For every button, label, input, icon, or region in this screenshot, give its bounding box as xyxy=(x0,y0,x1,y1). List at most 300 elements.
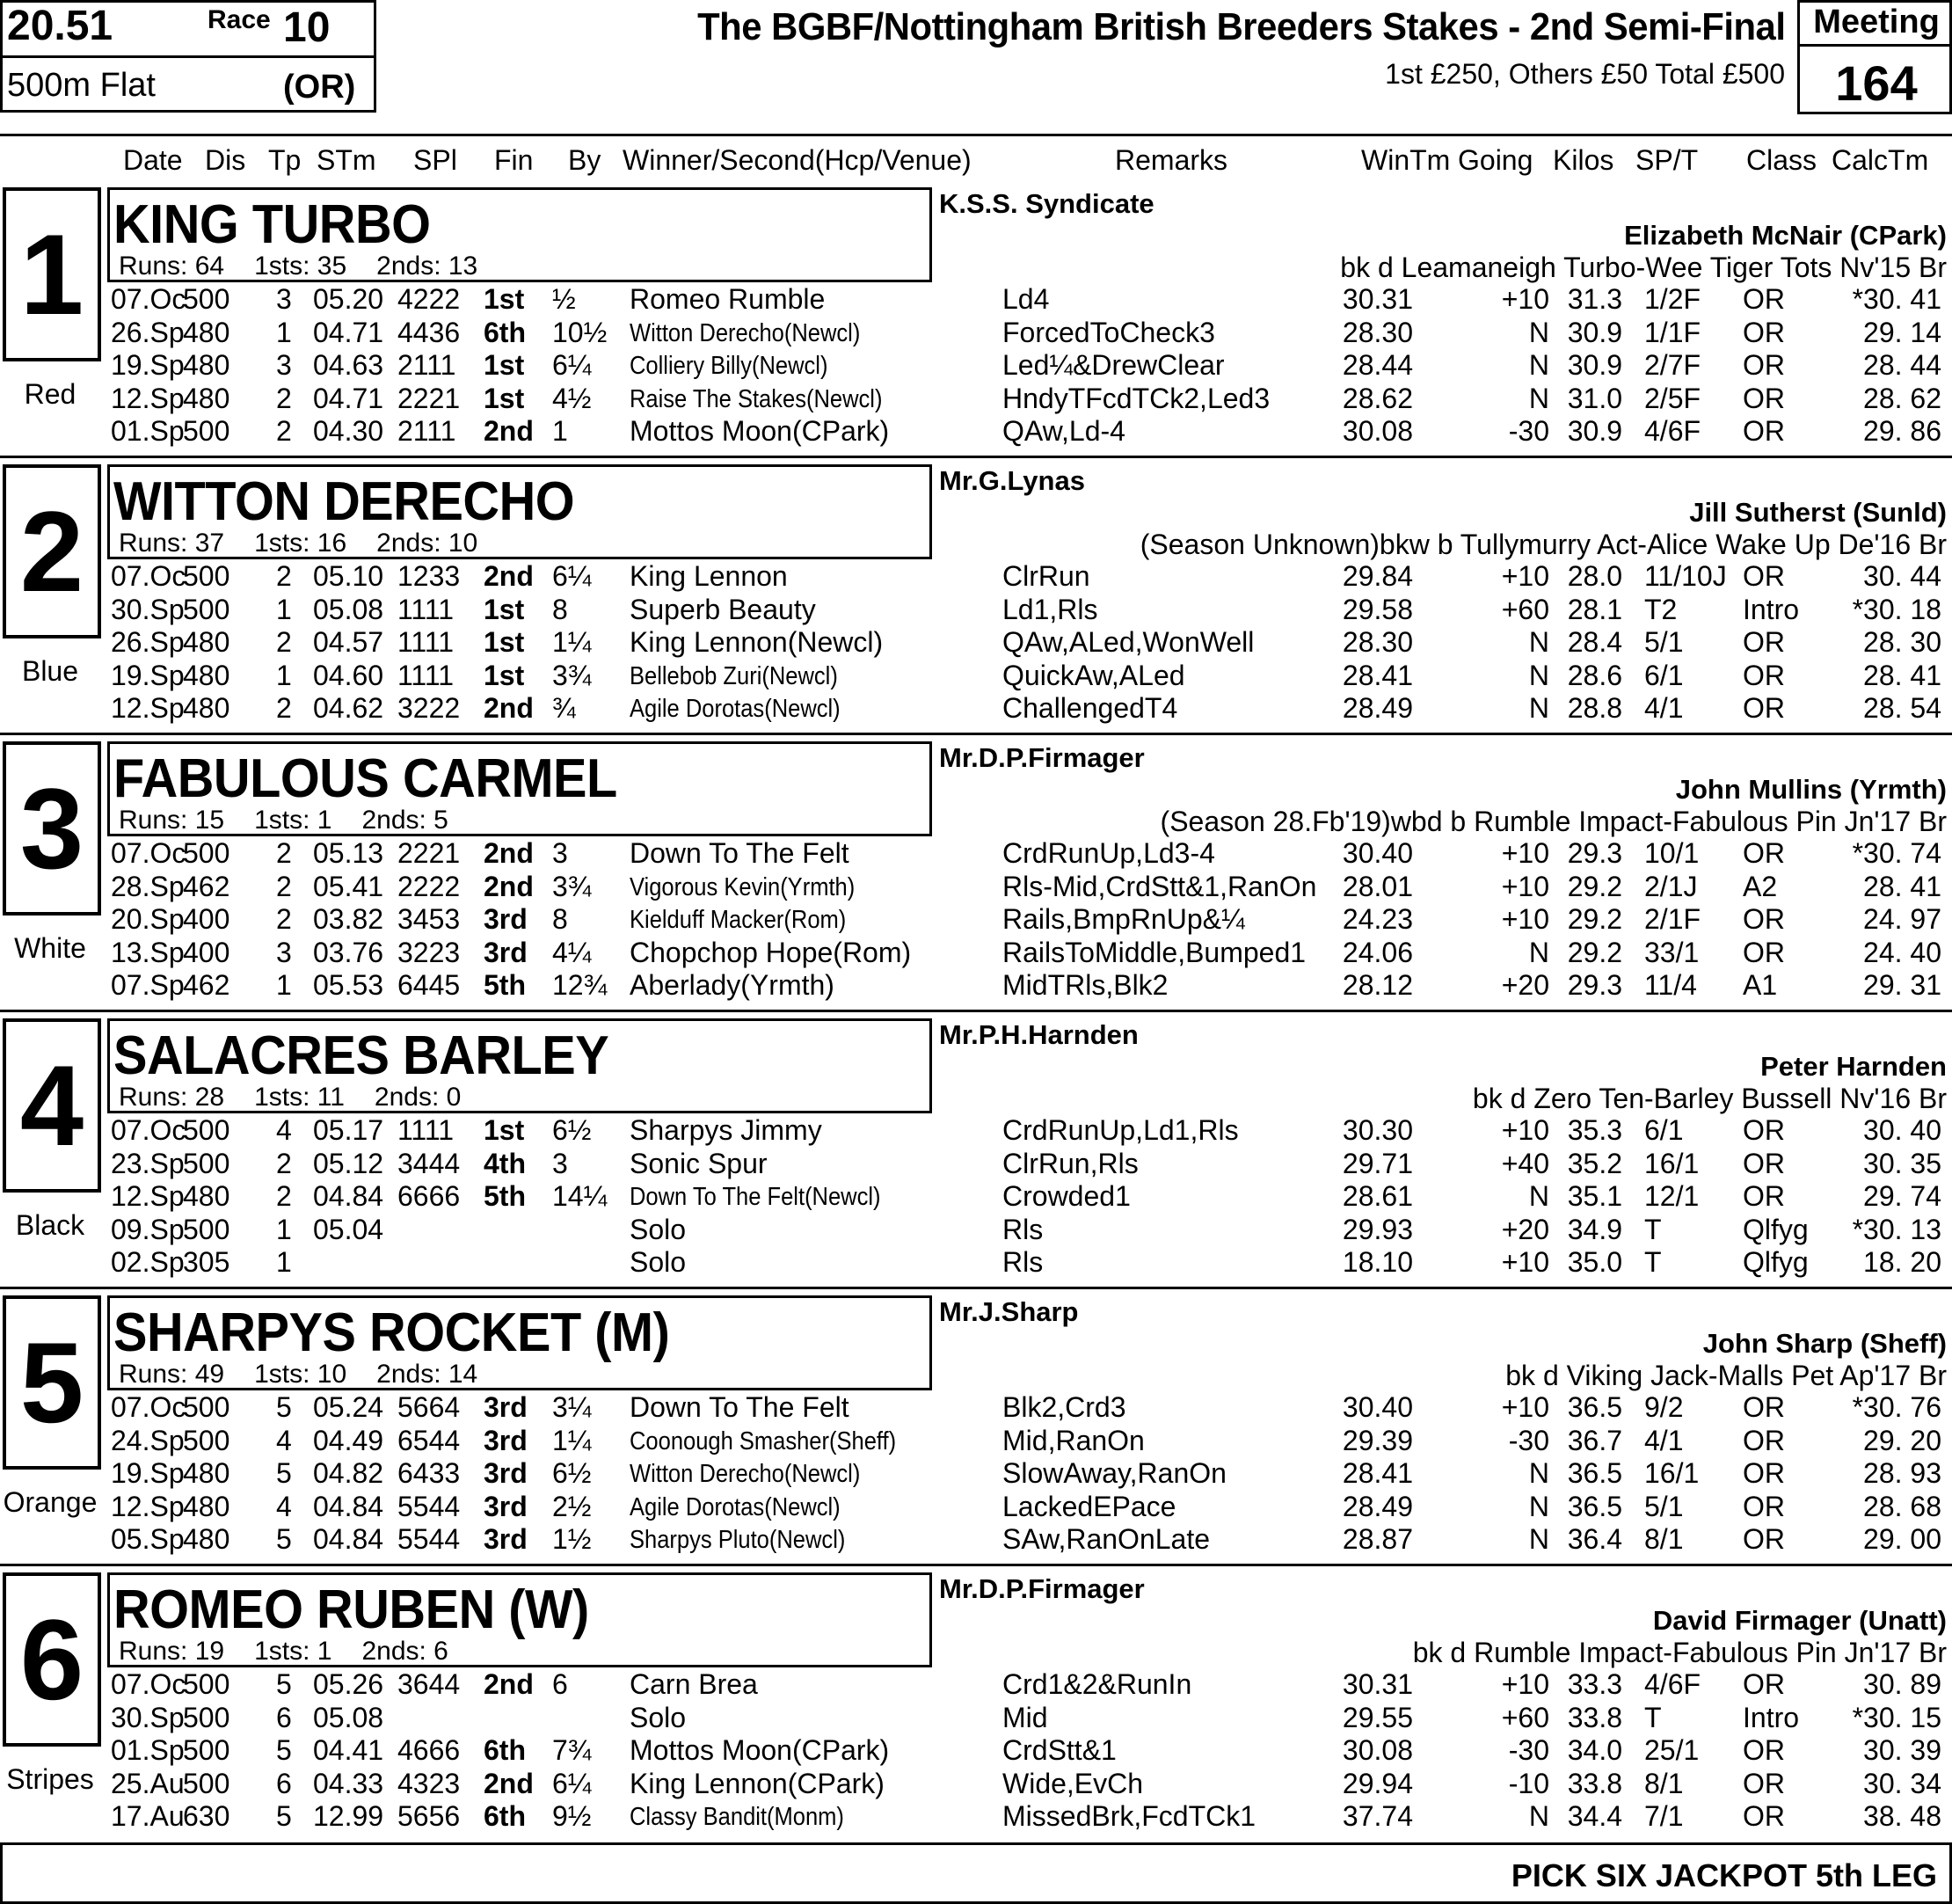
form-fin: 3rd xyxy=(484,1457,528,1490)
form-dis: 480 xyxy=(183,659,230,691)
form-calc: 24. 40 xyxy=(1863,936,1941,968)
form-going: +10 xyxy=(1501,283,1549,315)
form-spl: 2111 xyxy=(397,349,456,382)
form-kilos: 31.0 xyxy=(1567,382,1622,414)
form-class: Qlfyg xyxy=(1743,1213,1809,1245)
form-row xyxy=(0,1178,1952,1212)
form-remarks: Crowded1 xyxy=(1002,1180,1131,1213)
form-fin: 4th xyxy=(484,1147,526,1179)
trainer: John Sharp (Sheff) xyxy=(1702,1328,1947,1359)
form-stm: 05.26 xyxy=(313,1668,384,1700)
form-winner: Solo xyxy=(630,1213,687,1245)
form-calc: 29. 20 xyxy=(1863,1424,1941,1456)
breeding: bk d Zero Ten-Barley Bussell Nv'16 Br xyxy=(1472,1083,1947,1114)
form-row xyxy=(0,1667,1952,1700)
form-tp: 4 xyxy=(276,1424,292,1456)
form-sp: 1/2F xyxy=(1644,283,1701,315)
form-dis: 500 xyxy=(183,415,230,448)
form-going: -30 xyxy=(1508,1734,1549,1767)
runs-count: Runs: 37 xyxy=(119,529,225,558)
form-remarks: ForcedToCheck3 xyxy=(1002,316,1215,348)
runner-2 xyxy=(0,460,1952,737)
form-sp: 5/1 xyxy=(1644,1490,1684,1522)
form-date: 07.Oc xyxy=(111,283,186,315)
form-wintm: 30.31 xyxy=(1342,283,1413,315)
form-class: OR xyxy=(1743,626,1785,659)
form-remarks: Mid xyxy=(1002,1701,1048,1733)
form-by: 1¼ xyxy=(552,1424,592,1456)
form-date: 26.Sp xyxy=(111,626,185,659)
form-by: 12¾ xyxy=(552,969,608,1002)
form-stm: 04.49 xyxy=(313,1424,384,1456)
career-stats xyxy=(119,1360,507,1390)
form-sp: 8/1 xyxy=(1644,1767,1684,1799)
form-dis: 500 xyxy=(183,283,230,315)
form-class: OR xyxy=(1743,837,1785,869)
form-wintm: 29.94 xyxy=(1342,1767,1413,1799)
form-remarks: CrdRunUp,Ld1,Rls xyxy=(1002,1114,1239,1146)
form-dis: 400 xyxy=(183,903,230,936)
form-stm: 12.99 xyxy=(313,1800,384,1833)
form-winner: Bellebob Zuri(Newcl) xyxy=(630,661,838,690)
form-winner: Raise The Stakes(Newcl) xyxy=(630,384,883,413)
form-kilos: 36.5 xyxy=(1567,1391,1622,1423)
form-calc: 30. 44 xyxy=(1863,560,1941,592)
trainer: David Firmager (Unatt) xyxy=(1652,1605,1947,1636)
form-dis: 500 xyxy=(183,593,230,625)
owner: Mr.G.Lynas xyxy=(939,465,1085,496)
form-sp: 16/1 xyxy=(1644,1457,1700,1490)
form-date: 07.Oc xyxy=(111,1391,186,1423)
trainer: Elizabeth McNair (CPark) xyxy=(1624,220,1947,251)
form-tp: 3 xyxy=(276,349,292,382)
form-dis: 480 xyxy=(183,1490,230,1522)
form-stm: 04.62 xyxy=(313,692,384,725)
form-going: N xyxy=(1528,936,1549,968)
form-sp: 2/7F xyxy=(1644,349,1701,382)
form-calc: 28. 41 xyxy=(1863,659,1941,691)
form-kilos: 29.2 xyxy=(1567,903,1622,936)
form-winner: Aberlady(Yrmth) xyxy=(630,969,834,1002)
owner: Mr.D.P.Firmager xyxy=(939,742,1145,773)
form-tp: 1 xyxy=(276,1246,292,1279)
form-by: 1 xyxy=(552,415,568,448)
race-info-divider xyxy=(0,55,376,58)
form-going: +60 xyxy=(1501,593,1549,625)
form-kilos: 29.2 xyxy=(1567,870,1622,902)
form-dis: 480 xyxy=(183,349,230,382)
form-wintm: 29.55 xyxy=(1342,1701,1413,1733)
form-by: 6½ xyxy=(552,1457,592,1490)
form-dis: 480 xyxy=(183,1523,230,1556)
form-sp: T xyxy=(1644,1246,1662,1279)
form-row xyxy=(0,413,1952,447)
form-dis: 480 xyxy=(183,382,230,414)
form-sp: 5/1 xyxy=(1644,626,1684,659)
trap-number: 2 xyxy=(3,464,101,638)
form-date: 12.Sp xyxy=(111,692,185,725)
form-wintm: 28.87 xyxy=(1342,1523,1413,1556)
form-dis: 630 xyxy=(183,1800,230,1833)
form-spl: 3453 xyxy=(397,903,461,936)
form-dis: 500 xyxy=(183,1734,230,1767)
owner: Mr.J.Sharp xyxy=(939,1296,1079,1327)
seconds-count: 2nds: 5 xyxy=(361,806,448,835)
form-calc: *30. 13 xyxy=(1852,1213,1941,1245)
form-date: 09.Sp xyxy=(111,1213,185,1245)
form-kilos: 31.3 xyxy=(1567,283,1622,315)
form-date: 12.Sp xyxy=(111,1490,185,1522)
form-wintm: 24.23 xyxy=(1342,903,1413,936)
form-tp: 5 xyxy=(276,1391,292,1423)
form-going: +10 xyxy=(1501,560,1549,592)
form-remarks: ClrRun xyxy=(1002,560,1090,592)
col-by: By xyxy=(568,144,601,176)
form-going: -30 xyxy=(1508,415,1549,448)
dog-name: KING TURBO xyxy=(113,194,431,255)
runner-separator xyxy=(0,1287,1952,1289)
form-calc: 29. 00 xyxy=(1863,1523,1941,1556)
form-fin: 2nd xyxy=(484,870,534,902)
form-class: OR xyxy=(1743,415,1785,448)
form-fin: 2nd xyxy=(484,1668,534,1700)
form-dis: 500 xyxy=(183,1114,230,1146)
col-sp: SP/T xyxy=(1635,144,1699,176)
form-tp: 4 xyxy=(276,1114,292,1146)
trap-color: Orange xyxy=(3,1486,98,1518)
form-class: OR xyxy=(1743,316,1785,348)
runner-separator xyxy=(0,1010,1952,1012)
form-fin: 2nd xyxy=(484,560,534,592)
form-remarks: QAw,Ld-4 xyxy=(1002,415,1125,448)
form-tp: 5 xyxy=(276,1457,292,1490)
col-date: Date xyxy=(123,144,183,176)
form-spl: 5656 xyxy=(397,1800,461,1833)
col-class: Class xyxy=(1746,144,1817,176)
col-stm: STm xyxy=(317,144,376,176)
form-fin: 1st xyxy=(484,659,525,691)
trap-number: 4 xyxy=(3,1018,101,1193)
form-tp: 5 xyxy=(276,1668,292,1700)
form-fin: 3rd xyxy=(484,1490,528,1522)
form-calc: 28. 41 xyxy=(1863,870,1941,902)
form-winner: Witton Derecho(Newcl) xyxy=(630,318,861,347)
form-going: +10 xyxy=(1501,837,1549,869)
form-date: 02.Sp xyxy=(111,1246,185,1279)
form-kilos: 30.9 xyxy=(1567,316,1622,348)
wins-count: 1sts: 35 xyxy=(254,252,347,281)
form-class: OR xyxy=(1743,560,1785,592)
form-sp: 4/6F xyxy=(1644,415,1701,448)
form-wintm: 28.44 xyxy=(1342,349,1413,382)
col-wintm: WinTm xyxy=(1361,144,1451,176)
form-spl: 2111 xyxy=(397,415,456,448)
form-date: 01.Sp xyxy=(111,415,185,448)
form-row xyxy=(0,1733,1952,1766)
form-by: 8 xyxy=(552,593,568,625)
form-class: OR xyxy=(1743,1767,1785,1799)
form-row xyxy=(0,690,1952,724)
form-fin: 2nd xyxy=(484,837,534,869)
meeting-divider xyxy=(1797,44,1952,47)
form-remarks: Blk2,Crd3 xyxy=(1002,1391,1126,1423)
form-date: 26.Sp xyxy=(111,316,185,348)
form-fin: 1st xyxy=(484,283,525,315)
form-winner: Classy Bandit(Monm) xyxy=(630,1803,844,1832)
race-number: 10 xyxy=(283,4,331,51)
form-spl: 1233 xyxy=(397,560,461,592)
form-tp: 1 xyxy=(276,1213,292,1245)
trap-color: Blue xyxy=(21,655,79,687)
form-class: OR xyxy=(1743,1523,1785,1556)
form-fin: 3rd xyxy=(484,903,528,936)
form-class: OR xyxy=(1743,1668,1785,1700)
trap-number: 1 xyxy=(3,187,101,361)
trap-color: White xyxy=(14,932,86,964)
form-table xyxy=(0,1112,1952,1278)
form-winner: Solo xyxy=(630,1246,687,1279)
form-winner: Romeo Rumble xyxy=(630,283,826,315)
form-kilos: 28.1 xyxy=(1567,593,1622,625)
form-going: N xyxy=(1528,349,1549,382)
form-stm: 04.60 xyxy=(313,659,384,691)
form-going: +10 xyxy=(1501,1114,1549,1146)
form-calc: *30. 15 xyxy=(1852,1701,1941,1733)
seconds-count: 2nds: 6 xyxy=(361,1637,448,1666)
form-class: Intro xyxy=(1743,593,1800,625)
form-date: 07.Sp xyxy=(111,969,185,1002)
form-kilos: 34.9 xyxy=(1567,1213,1622,1245)
form-by: 4½ xyxy=(552,382,592,414)
runs-count: Runs: 49 xyxy=(119,1360,225,1389)
form-remarks: Wide,EvCh xyxy=(1002,1767,1144,1799)
form-winner: Carn Brea xyxy=(630,1668,758,1700)
form-calc: 24. 97 xyxy=(1863,903,1941,936)
form-tp: 1 xyxy=(276,659,292,691)
form-class: OR xyxy=(1743,1180,1785,1213)
form-remarks: LackedEPace xyxy=(1002,1490,1176,1522)
form-winner: Solo xyxy=(630,1701,687,1733)
form-class: OR xyxy=(1743,1734,1785,1767)
form-stm: 05.24 xyxy=(313,1391,384,1423)
form-winner: Down To The Felt(Newcl) xyxy=(630,1183,881,1212)
form-winner: Mottos Moon(CPark) xyxy=(630,415,890,448)
form-sp: 12/1 xyxy=(1644,1180,1700,1213)
form-calc: 28. 62 xyxy=(1863,382,1941,414)
form-spl: 3222 xyxy=(397,692,461,725)
form-winner: Sharpys Pluto(Newcl) xyxy=(630,1526,846,1555)
form-stm: 04.71 xyxy=(313,316,384,348)
runner-6 xyxy=(0,1568,1952,1845)
career-stats xyxy=(119,1637,478,1667)
form-spl: 5544 xyxy=(397,1490,461,1522)
form-class: OR xyxy=(1743,1391,1785,1423)
form-row xyxy=(0,901,1952,935)
runner-1 xyxy=(0,183,1952,460)
form-going: N xyxy=(1528,659,1549,691)
form-dis: 500 xyxy=(183,1147,230,1179)
form-sp: 4/6F xyxy=(1644,1668,1701,1700)
form-by: 1½ xyxy=(552,1523,592,1556)
form-tp: 2 xyxy=(276,837,292,869)
form-class: OR xyxy=(1743,1490,1785,1522)
form-row xyxy=(0,1798,1952,1832)
form-tp: 2 xyxy=(276,382,292,414)
form-stm: 04.33 xyxy=(313,1767,384,1799)
form-date: 12.Sp xyxy=(111,1180,185,1213)
seconds-count: 2nds: 0 xyxy=(374,1083,462,1112)
form-by: 3¾ xyxy=(552,659,592,691)
form-stm: 05.08 xyxy=(313,593,384,625)
form-winner: Down To The Felt xyxy=(630,837,849,869)
form-by: 3¼ xyxy=(552,1391,592,1423)
form-remarks: SAw,RanOnLate xyxy=(1002,1523,1211,1556)
trap-number: 6 xyxy=(3,1572,101,1747)
form-by: 6¼ xyxy=(552,560,592,592)
form-row xyxy=(0,1521,1952,1555)
form-remarks: SlowAway,RanOn xyxy=(1002,1457,1227,1490)
form-row xyxy=(0,624,1952,658)
owner: K.S.S. Syndicate xyxy=(939,188,1154,219)
form-date: 07.Oc xyxy=(111,1114,186,1146)
form-sp: 2/5F xyxy=(1644,382,1701,414)
trap-color: Red xyxy=(24,378,76,410)
form-stm: 05.41 xyxy=(313,870,384,902)
form-remarks: QuickAw,ALed xyxy=(1002,659,1185,691)
form-row xyxy=(0,1423,1952,1456)
form-date: 23.Sp xyxy=(111,1147,185,1179)
runs-count: Runs: 19 xyxy=(119,1637,225,1666)
race-grade: (OR) xyxy=(283,69,356,106)
form-going: N xyxy=(1528,1800,1549,1833)
form-wintm: 30.08 xyxy=(1342,1734,1413,1767)
form-class: OR xyxy=(1743,1800,1785,1833)
form-tp: 5 xyxy=(276,1523,292,1556)
form-wintm: 28.41 xyxy=(1342,659,1413,691)
form-kilos: 30.9 xyxy=(1567,349,1622,382)
form-calc: *30. 18 xyxy=(1852,593,1941,625)
form-spl: 2222 xyxy=(397,870,461,902)
form-row xyxy=(0,1700,1952,1733)
form-wintm: 37.74 xyxy=(1342,1800,1413,1833)
form-sp: 1/1F xyxy=(1644,316,1701,348)
form-sp: 4/1 xyxy=(1644,1424,1684,1456)
form-fin: 2nd xyxy=(484,415,534,448)
form-by: ½ xyxy=(552,283,576,315)
form-kilos: 29.2 xyxy=(1567,936,1622,968)
name-box xyxy=(107,464,932,559)
form-winner: Superb Beauty xyxy=(630,593,816,625)
trap-number: 5 xyxy=(3,1295,101,1470)
form-row xyxy=(0,967,1952,1001)
name-box xyxy=(107,1018,932,1113)
form-spl: 6544 xyxy=(397,1424,461,1456)
runner-3 xyxy=(0,737,1952,1014)
form-kilos: 35.0 xyxy=(1567,1246,1622,1279)
form-date: 07.Oc xyxy=(111,837,186,869)
form-stm: 04.84 xyxy=(313,1490,384,1522)
form-dis: 480 xyxy=(183,1457,230,1490)
trainer: Peter Harnden xyxy=(1760,1051,1947,1082)
trap-color: Stripes xyxy=(6,1763,94,1795)
form-by: 6½ xyxy=(552,1114,592,1146)
wins-count: 1sts: 10 xyxy=(254,1360,347,1389)
form-fin: 1st xyxy=(484,593,525,625)
seconds-count: 2nds: 13 xyxy=(376,252,478,281)
form-sp: 4/1 xyxy=(1644,692,1684,725)
form-date: 19.Sp xyxy=(111,349,185,382)
runner-separator xyxy=(0,733,1952,735)
wins-count: 1sts: 1 xyxy=(254,806,332,835)
form-row xyxy=(0,1489,1952,1522)
form-remarks: Rls-Mid,CrdStt&1,RanOn xyxy=(1002,870,1317,902)
form-stm: 05.13 xyxy=(313,837,384,869)
runner-4 xyxy=(0,1014,1952,1291)
form-kilos: 29.3 xyxy=(1567,837,1622,869)
form-spl: 1111 xyxy=(397,659,455,691)
runs-count: Runs: 15 xyxy=(119,806,225,835)
runner-5 xyxy=(0,1291,1952,1568)
form-remarks: ClrRun,Rls xyxy=(1002,1147,1139,1179)
form-stm: 04.63 xyxy=(313,349,384,382)
form-wintm: 28.41 xyxy=(1342,1457,1413,1490)
breeding: bk d Viking Jack-Malls Pet Ap'17 Br xyxy=(1505,1360,1947,1391)
form-stm: 05.08 xyxy=(313,1701,384,1733)
form-winner: Chopchop Hope(Rom) xyxy=(630,936,912,968)
form-class: Qlfyg xyxy=(1743,1246,1809,1279)
form-remarks: MidTRls,Blk2 xyxy=(1002,969,1169,1002)
form-going: N xyxy=(1528,1180,1549,1213)
form-tp: 2 xyxy=(276,1180,292,1213)
form-wintm: 28.30 xyxy=(1342,316,1413,348)
trap-color: Black xyxy=(15,1209,85,1241)
form-remarks: CrdRunUp,Ld3-4 xyxy=(1002,837,1215,869)
runs-count: Runs: 28 xyxy=(119,1083,225,1112)
form-sp: 2/1J xyxy=(1644,870,1698,902)
form-wintm: 30.30 xyxy=(1342,1114,1413,1146)
form-class: OR xyxy=(1743,903,1785,936)
form-calc: 29. 86 xyxy=(1863,415,1941,448)
form-table xyxy=(0,835,1952,1001)
form-date: 30.Sp xyxy=(111,1701,185,1733)
form-calc: 29. 74 xyxy=(1863,1180,1941,1213)
runs-count: Runs: 64 xyxy=(119,252,225,281)
meeting-number: 164 xyxy=(1835,55,1918,111)
form-going: +10 xyxy=(1501,870,1549,902)
form-tp: 1 xyxy=(276,593,292,625)
form-dis: 400 xyxy=(183,936,230,968)
form-row xyxy=(0,1455,1952,1489)
form-dis: 480 xyxy=(183,692,230,725)
form-winner: Coonough Smasher(Sheff) xyxy=(630,1426,897,1455)
form-kilos: 35.2 xyxy=(1567,1147,1622,1179)
form-wintm: 29.71 xyxy=(1342,1147,1413,1179)
wins-count: 1sts: 16 xyxy=(254,529,347,558)
form-spl: 3444 xyxy=(397,1147,461,1179)
form-dis: 500 xyxy=(183,837,230,869)
form-going: +20 xyxy=(1501,1213,1549,1245)
form-tp: 2 xyxy=(276,903,292,936)
form-tp: 6 xyxy=(276,1701,292,1733)
form-date: 30.Sp xyxy=(111,593,185,625)
form-sp: 11/4 xyxy=(1644,969,1697,1002)
form-row xyxy=(0,381,1952,414)
form-wintm: 30.31 xyxy=(1342,1668,1413,1700)
form-going: +10 xyxy=(1501,1246,1549,1279)
form-by: 1¼ xyxy=(552,626,592,659)
form-going: +40 xyxy=(1501,1147,1549,1179)
race-label: Race xyxy=(208,5,271,34)
